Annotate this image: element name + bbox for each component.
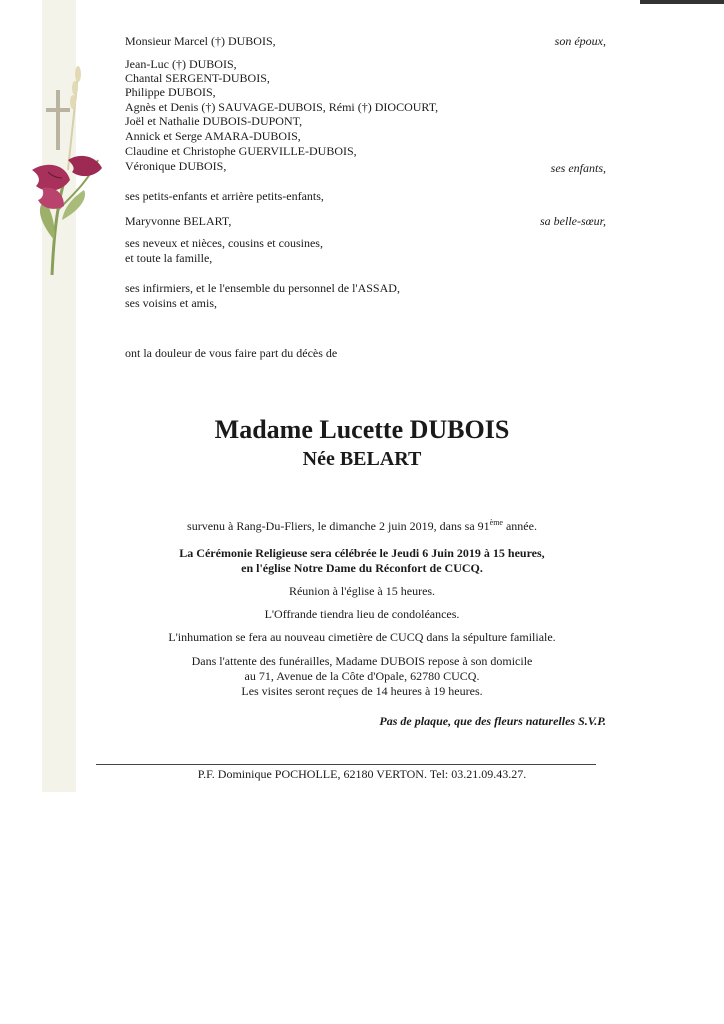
flowers-note: Pas de plaque, que des fleurs naturelles S.V.P.	[379, 714, 606, 728]
ceremony-line-1: La Cérémonie Religieuse sera célébrée le Jeudi 6 Juin 2019 à 15 heures,	[179, 546, 545, 560]
offrande-line: L'Offrande tiendra lieu de condoléances.	[264, 607, 460, 621]
deceased-name: Madame Lucette DUBOIS	[214, 415, 510, 444]
extended-line-1: ses neveux et nièces, cousins et cousines,	[125, 236, 323, 250]
child-line-8: Véronique DUBOIS,	[125, 159, 227, 173]
cross-and-lily-icon	[18, 60, 118, 290]
grandchildren-line: ses petits-enfants et arrière petits-enfants,	[125, 189, 324, 203]
husband-role: son époux,	[554, 34, 606, 48]
child-line-6: Annick et Serge AMARA-DUBOIS,	[125, 129, 301, 143]
footer-divider	[96, 764, 596, 765]
sister-in-law-role: sa belle-sœur,	[540, 214, 606, 228]
child-line-5: Joël et Nathalie DUBOIS-DUPONT,	[125, 114, 303, 128]
repose-line-1: Dans l'attente des funérailles, Madame DUBOIS repose à son domicile	[191, 654, 533, 668]
ceremony-line-2: en l'église Notre Dame du Réconfort de CUCQ.	[241, 561, 483, 575]
sister-in-law-line: Maryvonne BELART,	[125, 214, 232, 228]
ordinal-suffix: ème	[489, 518, 503, 527]
announcement-line: ont la douleur de vous faire part du décès de	[125, 346, 338, 360]
death-details-text: survenu à Rang-Du-Fliers, le dimanche 2 juin 2019, dans sa 91	[187, 519, 490, 533]
child-line-3: Philippe DUBOIS,	[125, 85, 216, 99]
children-role: ses enfants,	[550, 161, 606, 175]
deceased-maiden-name: Née BELART	[302, 448, 422, 470]
reunion-line: Réunion à l'église à 15 heures.	[288, 584, 436, 598]
child-line-1: Jean-Luc (†) DUBOIS,	[125, 57, 237, 71]
inhumation-line: L'inhumation se fera au nouveau cimetière de CUCQ dans la sépulture familiale.	[168, 630, 556, 644]
repose-line-3: Les visites seront reçues de 14 heures à 19 heures.	[241, 684, 483, 698]
funeral-home-footer: P.F. Dominique POCHOLLE, 62180 VERTON. Tel: 03.21.09.43.27.	[197, 767, 527, 781]
repose-line-2: au 71, Avenue de la Côte d'Opale, 62780 CUCQ.	[244, 669, 480, 683]
husband-line: Monsieur Marcel (†) DUBOIS,	[125, 34, 276, 48]
carers-line-2: ses voisins et amis,	[125, 296, 217, 310]
child-line-2: Chantal SERGENT-DUBOIS,	[125, 71, 270, 85]
top-edge-line	[640, 0, 724, 4]
carers-line-1: ses infirmiers, et le l'ensemble du personnel de l'ASSAD,	[125, 281, 400, 295]
child-line-7: Claudine et Christophe GUERVILLE-DUBOIS,	[125, 144, 357, 158]
death-details-end: année.	[502, 519, 537, 533]
child-line-4: Agnès et Denis (†) SAUVAGE-DUBOIS, Rémi (†) DIOCOURT,	[125, 100, 439, 114]
extended-line-2: et toute la famille,	[125, 251, 213, 265]
death-details	[0, 515, 724, 534]
